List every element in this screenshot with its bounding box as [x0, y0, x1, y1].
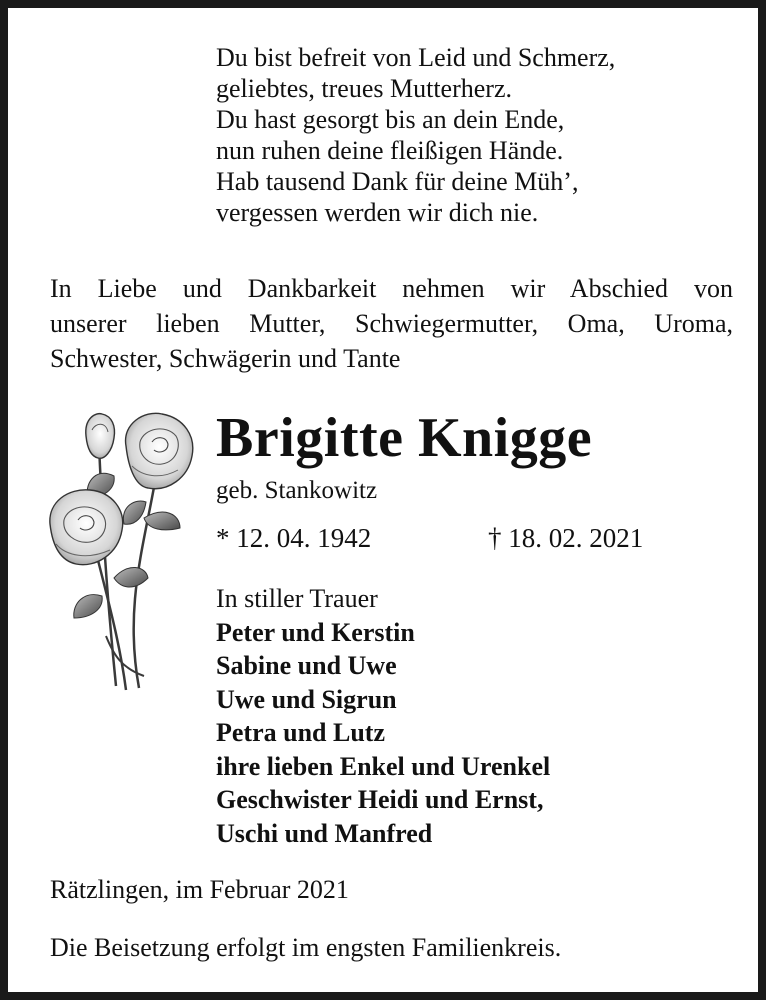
intro-line: In Liebe und Dankbarkeit nehmen wir Abschied von	[50, 274, 733, 303]
roses-icon	[44, 406, 204, 696]
mourners-list	[216, 582, 550, 850]
maiden-name: geb. Stankowitz	[216, 477, 378, 504]
poem-line: Hab tausend Dank für deine Müh’,	[216, 167, 579, 196]
mourner-entry: ihre lieben Enkel und Urenkel	[216, 751, 551, 781]
burial-note: Die Beisetzung erfolgt im engsten Familienkreis.	[50, 933, 562, 962]
mourner-entry: Petra und Lutz	[216, 718, 385, 747]
intro-line: Schwester, Schwägerin und Tante	[50, 344, 401, 373]
mourner-entry: Uschi und Manfred	[216, 818, 433, 848]
poem-line: Du bist befreit von Leid und Schmerz,	[216, 43, 616, 72]
intro-text	[50, 271, 733, 376]
death-date: † 18. 02. 2021	[488, 523, 644, 553]
birth-date: * 12. 04. 1942	[216, 523, 372, 553]
poem	[216, 42, 615, 228]
mourners-heading: In stiller Trauer	[216, 584, 378, 613]
mourner-entry: Uwe und Sigrun	[216, 684, 397, 714]
deceased-name: Brigitte Knigge	[216, 407, 593, 469]
poem-line: nun ruhen deine fleißigen Hände.	[216, 136, 564, 165]
poem-line: geliebtes, treues Mutterherz.	[216, 74, 512, 103]
mourner-entry: Geschwister Heidi und Ernst,	[216, 785, 544, 814]
intro-line: unserer lieben Mutter, Schwiegermutter, Oma, Uroma,	[50, 309, 733, 338]
mourner-entry: Sabine und Uwe	[216, 651, 397, 680]
poem-line: Du hast gesorgt bis an dein Ende,	[216, 105, 565, 134]
place-date: Rätzlingen, im Februar 2021	[50, 875, 349, 904]
poem-line: vergessen werden wir dich nie.	[216, 198, 539, 227]
mourner-entry: Peter und Kerstin	[216, 617, 415, 647]
